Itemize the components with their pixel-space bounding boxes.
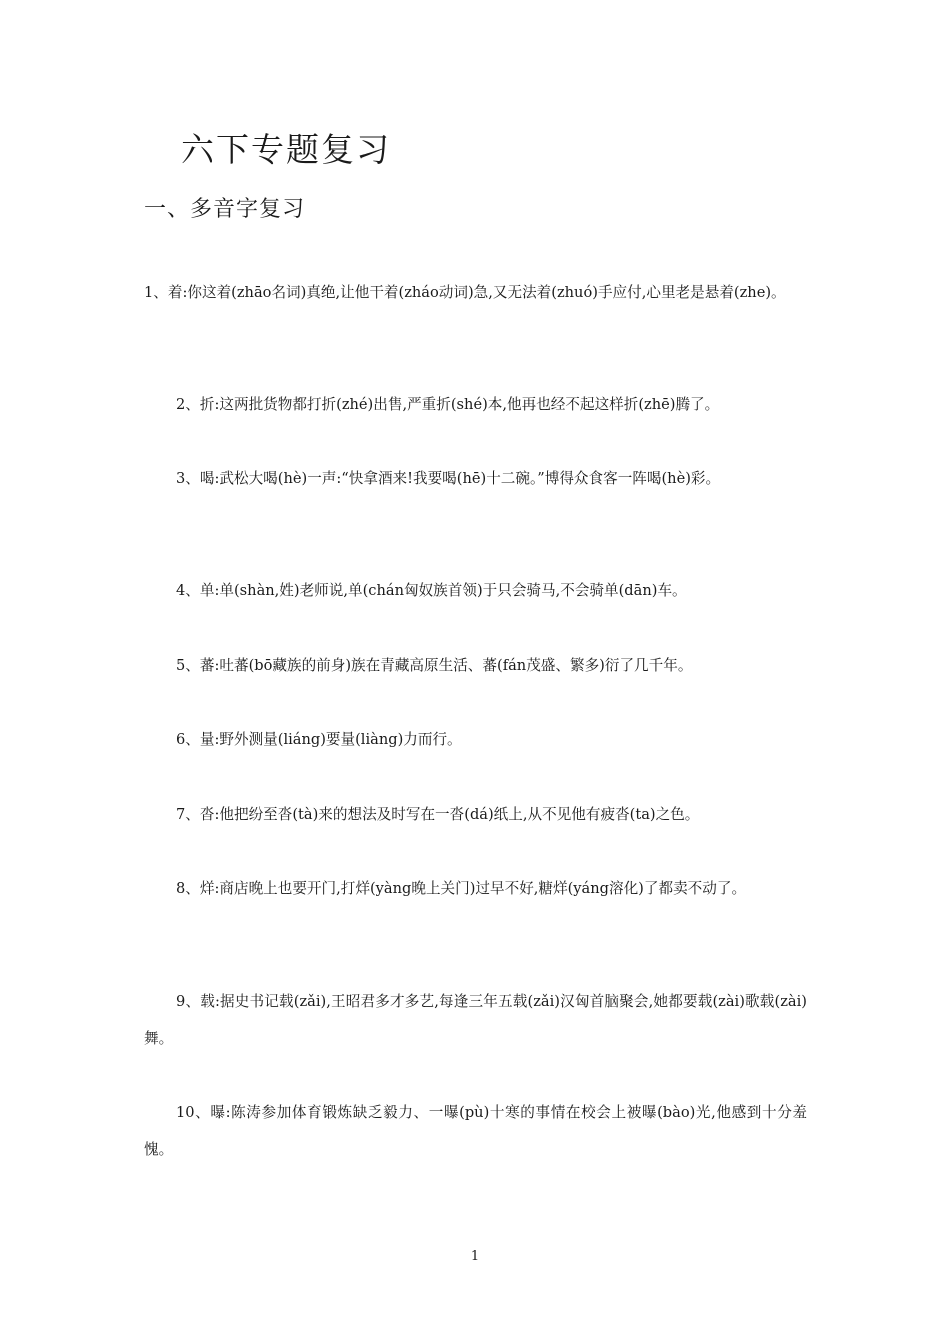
section-heading: 一、多音字复习 xyxy=(144,197,306,222)
entry-5: 5、蕃:吐蕃(bō藏族的前身)族在青藏高原生活、蕃(fán茂盛、繁多)衍了几千年。 xyxy=(176,657,693,674)
entry-4: 4、单:单(shàn,姓)老师说,单(chán匈奴族首领)于只会骑马,不会骑单(dān)车。 xyxy=(176,582,687,599)
entry-9: 9、载:据史书记载(zǎi),王昭君多才多艺,每逢三年五载(zǎi)汉匈首脑聚会,她都要载(zài)歌载(zài)舞。 xyxy=(144,993,807,1047)
entry-3: 3、喝:武松大喝(hè)一声:“快拿酒来!我要喝(hē)十二碗。”博得众食客一阵喝(hè)彩。 xyxy=(176,470,721,487)
document-title: 六下专题复习 xyxy=(181,130,391,169)
entry-1: 1、着:你这着(zhāo名词)真绝,让他干着(zháo动词)急,又无法着(zhuó)手应付,心里老是悬着(zhe)。 xyxy=(144,284,786,301)
entry-7: 7、沓:他把纷至沓(tà)来的想法及时写在一沓(dá)纸上,从不见他有疲沓(ta)之色。 xyxy=(176,806,700,823)
page-number: 1 xyxy=(470,1249,480,1264)
entry-10: 10、曝:陈涛参加体育锻炼缺乏毅力、一曝(pù)十寒的事情在校会上被曝(bào)光,他感到十分羞愧。 xyxy=(144,1104,807,1158)
entry-2: 2、折:这两批货物都打折(zhé)出售,严重折(shé)本,他再也经不起这样折(zhē)腾了。 xyxy=(176,396,720,413)
entry-6: 6、量:野外测量(liáng)要量(liàng)力而行。 xyxy=(176,731,462,748)
entry-8: 8、烊:商店晚上也要开门,打烊(yàng晚上关门)过早不好,糖烊(yáng溶化)了都卖不动了。 xyxy=(176,880,747,897)
